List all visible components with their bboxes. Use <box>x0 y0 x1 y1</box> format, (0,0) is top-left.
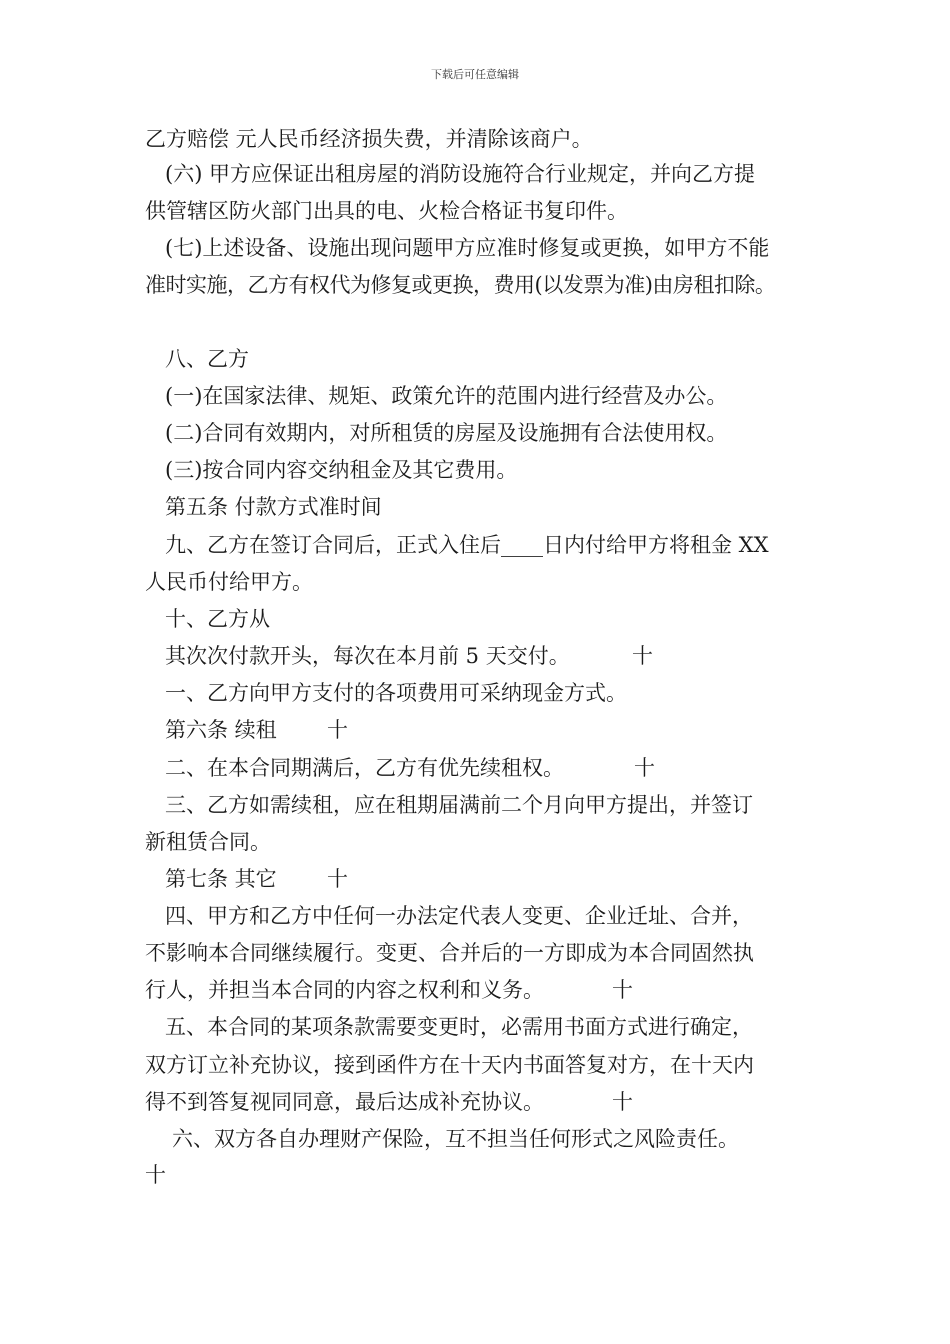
cross-mark: 十 <box>632 644 653 668</box>
text-line: 九、乙方在签订合同后，正式入住后____日内付给甲方将租金 XX <box>165 533 769 557</box>
text-line: (二)合同有效期内，对所租赁的房屋及设施拥有合法使用权。 <box>165 421 728 445</box>
text-line: (一)在国家法律、规矩、政策允许的范围内进行经营及办公。 <box>165 384 728 408</box>
text-line: 十、乙方从 <box>165 607 270 631</box>
text-line: 四、甲方和乙方中任何一办法定代表人变更、企业迁址、合并， <box>165 904 753 928</box>
cross-mark: 十 <box>327 867 348 891</box>
text-line: 供管辖区防火部门出具的电、火检合格证书复印件。 <box>145 199 628 223</box>
article-heading: 第六条 续租 <box>165 718 277 742</box>
text-line: 乙方赔偿 元人民币经济损失费，并清除该商户。 <box>145 127 593 151</box>
page-header: 下载后可任意编辑 <box>431 68 519 81</box>
text-line: 准时实施，乙方有权代为修复或更换，费用(以发票为准)由房租扣除。 <box>145 273 776 297</box>
text-line: (三)按合同内容交纳租金及其它费用。 <box>165 458 518 482</box>
text-line: 人民币付给甲方。 <box>145 570 313 594</box>
text-line: (六) 甲方应保证出租房屋的消防设施符合行业规定，并向乙方提 <box>165 162 756 186</box>
text-line: 三、乙方如需续租，应在租期届满前二个月向甲方提出，并签订 <box>165 793 753 817</box>
cross-mark: 十 <box>634 756 655 780</box>
cross-mark: 十 <box>327 718 348 742</box>
section-heading: 八、乙方 <box>165 347 249 371</box>
cross-mark: 十 <box>612 1090 633 1114</box>
text-line: 二、在本合同期满后，乙方有优先续租权。 <box>165 756 564 780</box>
cross-mark: 十 <box>145 1163 166 1187</box>
text-line: 不影响本合同继续履行。变更、合并后的一方即成为本合同固然执 <box>145 941 754 965</box>
article-heading: 第七条 其它 <box>165 867 277 891</box>
article-heading: 第五条 付款方式准时间 <box>165 495 382 519</box>
text-line: 五、本合同的某项条款需要变更时，必需用书面方式进行确定， <box>165 1015 753 1039</box>
text-line: 一、乙方向甲方支付的各项费用可采纳现金方式。 <box>165 681 627 705</box>
cross-mark: 十 <box>612 978 633 1002</box>
text-line: (七)上述设备、设施出现问题甲方应准时修复或更换，如甲方不能 <box>165 236 770 260</box>
text-line: 新租赁合同。 <box>145 830 271 854</box>
text-line: 双方订立补充协议，接到函件方在十天内书面答复对方，在十天内 <box>145 1053 754 1077</box>
text-line: 行人，并担当本合同的内容之权利和义务。 <box>145 978 544 1002</box>
text-line: 得不到答复视同同意，最后达成补充协议。 <box>145 1090 544 1114</box>
text-line: 其次次付款开头，每次在本月前 5 天交付。 <box>165 644 570 668</box>
text-line: 六、双方各自办理财产保险，互不担当任何形式之风险责任。 <box>172 1127 739 1151</box>
